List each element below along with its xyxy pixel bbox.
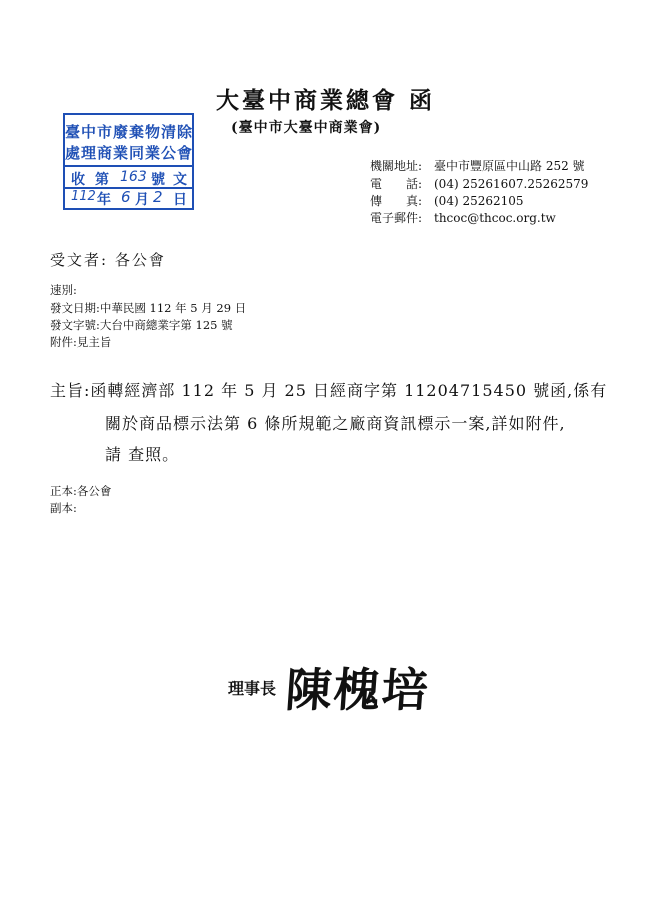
document-title: 大臺中商業總會 函 xyxy=(216,87,436,114)
stamp-receipt-row xyxy=(65,165,192,189)
receipt-stamp xyxy=(63,113,194,210)
stamp-number: 163 xyxy=(120,169,147,185)
stamp-day-char: 日 xyxy=(173,192,187,208)
stamp-month: 6 xyxy=(121,188,131,206)
copy-recipients: 副本: xyxy=(50,501,77,515)
meta-date: 發文日期:中華民國 112 年 5 月 29 日 xyxy=(50,301,247,315)
fax-value: (04) 25262105 xyxy=(434,194,524,208)
stamp-doc-char: 文 xyxy=(173,172,187,188)
signature-name: 陳槐培 xyxy=(283,663,432,717)
contact-address xyxy=(370,157,585,174)
stamp-recv-char: 收 xyxy=(71,172,85,188)
phone-value: (04) 25261607.25262579 xyxy=(434,177,589,191)
subject-line2: 關於商品標示法第 6 條所規範之廠商資訊標示一案,詳如附件, xyxy=(105,414,566,433)
meta-doc-number: 發文字號:大台中商總業字第 125 號 xyxy=(50,318,233,332)
subject-line3: 請 查照。 xyxy=(105,445,180,464)
stamp-month-char: 月 xyxy=(135,192,149,208)
meta-speed: 速別: xyxy=(50,283,77,297)
recipient: 受文者: 各公會 xyxy=(50,251,166,269)
stamp-org-line1: 臺中市廢棄物清除 xyxy=(65,123,194,141)
stamp-day: 2 xyxy=(153,188,163,206)
email-label: 電子郵件: xyxy=(370,211,423,225)
stamp-number-suffix: 號 xyxy=(151,172,165,188)
address-label: 機關地址: xyxy=(370,159,423,173)
signature-title: 理事長 xyxy=(228,679,277,698)
stamp-year: 112 xyxy=(71,189,96,204)
fax-label: 傳 真: xyxy=(370,194,423,208)
meta-attachment: 附件:見主旨 xyxy=(50,335,112,349)
contact-email xyxy=(370,209,556,226)
contact-fax xyxy=(370,192,524,209)
contact-phone xyxy=(370,175,588,192)
email-value: thcoc@thcoc.org.tw xyxy=(434,211,556,225)
original-recipients: 正本:各公會 xyxy=(50,484,112,498)
stamp-year-char: 年 xyxy=(97,192,111,208)
stamp-org-line2: 處理商業同業公會 xyxy=(65,144,194,162)
phone-label: 電 話: xyxy=(370,177,423,191)
stamp-ordinal-char: 第 xyxy=(95,172,109,188)
address-value: 臺中市豐原區中山路 252 號 xyxy=(434,159,585,173)
document-subtitle: (臺中市大臺中商業會) xyxy=(231,120,382,136)
subject-line1: 主旨:函轉經濟部 112 年 5 月 25 日經商字第 11204715450 號函,係有 xyxy=(50,381,608,400)
